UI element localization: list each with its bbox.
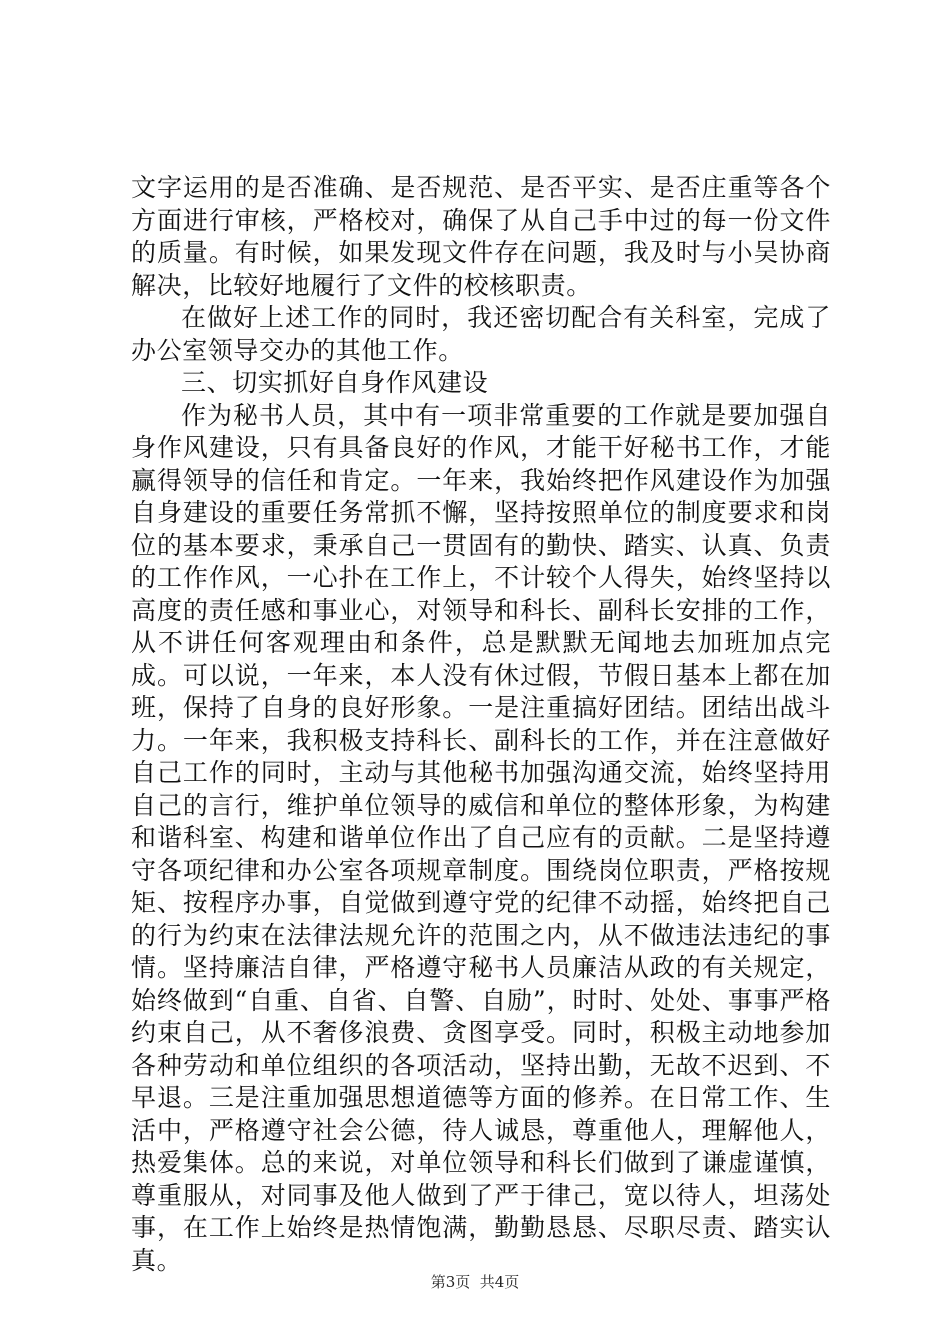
paragraph-other-work: 在做好上述工作的同时，我还密切配合有关科室，完成了办公室领导交办的其他工作。 xyxy=(131,303,831,365)
section-heading: 三、切实抓好自身作风建设 xyxy=(181,368,489,397)
page-footer xyxy=(0,1272,950,1292)
page-number-label: 第3页 共4页 xyxy=(430,1273,520,1291)
paragraph-continuation: 文字运用的是否准确、是否规范、是否平实、是否庄重等各个方面进行审核，严格校对，确保了从自己手中过的每一份文件的质量。有时候，如果发现文件存在问题，我及时与小吴协商解决，比较好地履行了文件的校核职责。 xyxy=(131,173,831,300)
paragraph-work-style: 作为秘书人员，其中有一项非常重要的工作就是要加强自身作风建设，只有具备良好的作风，才能干好秘书工作，才能赢得领导的信任和肯定。一年来，我始终把作风建设作为加强自身建设的重要任务常抓不懈，坚持按照单位的制度要求和岗位的基本要求，秉承自己一贯固有的勤快、踏实、认真、负责的工作作风，一心扑在工作上，不计较个人得失，始终坚持以高度的责任感和事业心，对领导和科长、副科长安排的工作，从不讲任何客观理由和条件，总是默默无闻地去加班加点完成。可以说，一年来，本人没有休过假，节假日基本上都在加班，保持了自身的良好形象。一是注重搞好团结。团结出战斗力。一年来，我积极支持科长、副科长的工作，并在注意做好自己工作的同时，主动与其他秘书加强沟通交流，始终坚持用自己的言行，维护单位领导的威信和单位的整体形象，为构建和谐科室、构建和谐单位作出了自己应有的贡献。二是坚持遵守各项纪律和办公室各项规章制度。围绕岗位职责，严格按规矩、按程序办事，自觉做到遵守党的纪律不动摇，始终把自己的行为约束在法律法规允许的范围之内，从不做违法违纪的事情。坚持廉洁自律，严格遵守秘书人员廉洁从政的有关规定，始终做到“自重、自省、自警、自励”，时时、处处、事事严格约束自己，从不奢侈浪费、贪图享受。同时，积极主动地参加各种劳动和单位组织的各项活动，坚持出勤，无故不迟到、不早退。三是注重加强思想道德等方面的修养。在日常工作、生活中，严格遵守社会公德，待人诚恳，尊重他人，理解他人，热爱集体。总的来说，对单位领导和科长们做到了谦虚谨慎，尊重服从，对同事及他人做到了严于律己，宽以待人，坦荡处事，在工作上始终是热情饱满，勤勤恳恳、尽职尽责、踏实认真。 xyxy=(131,400,831,1275)
document-body xyxy=(131,172,831,1277)
